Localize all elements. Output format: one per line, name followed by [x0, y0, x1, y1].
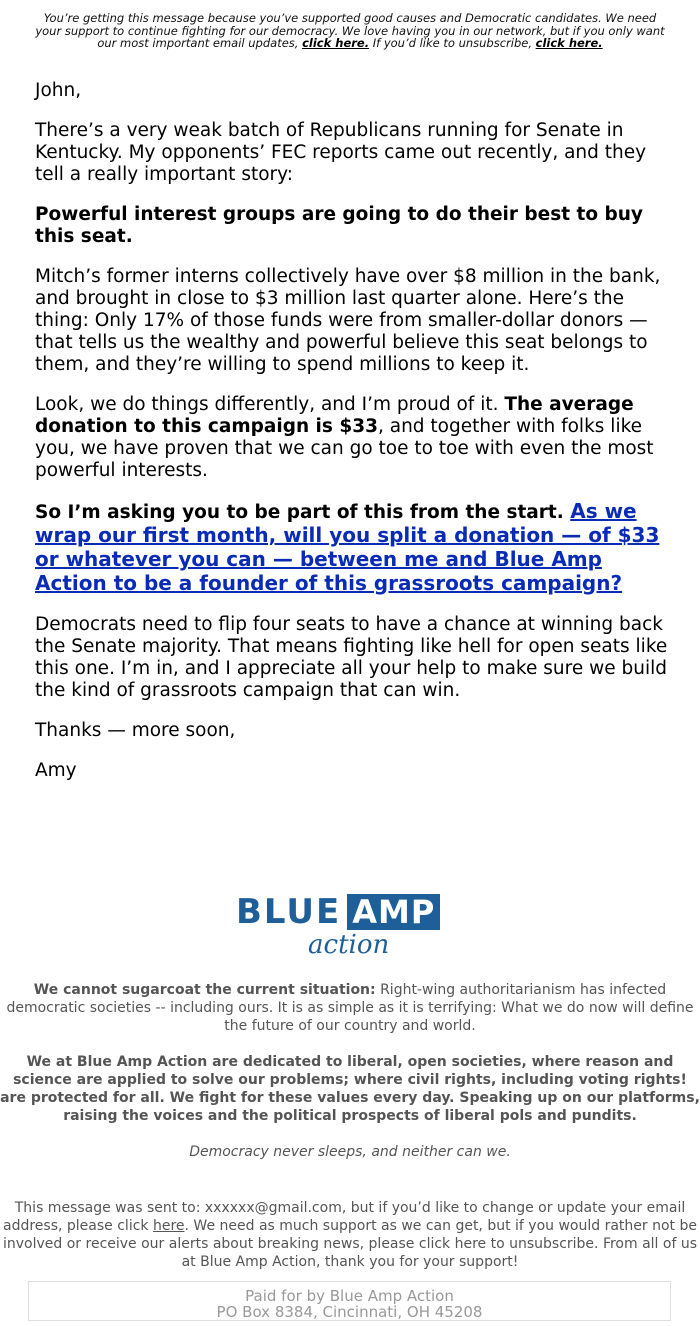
unsubscribe-link[interactable]: click here.	[535, 36, 603, 50]
signoff: Thanks — more soon,	[35, 720, 236, 741]
paid-for-address: PO Box 8384, Cincinnati, OH 45208	[216, 1303, 483, 1321]
top-disclaimer	[30, 12, 670, 50]
top-disclaimer-text: You’re getting this message because you’ve supported good causes and Democratic candidates. We need your support to continue fighting for our democracy. We love having you in our network, but if you only want our most important email updates,	[35, 11, 665, 50]
footer-paragraph-1-rest: Right-wing authoritarianism has infected democratic societies -- including ours. It is as simple as it is terrifying: What we do now will define the future of our country and world.	[6, 982, 694, 1034]
footer-unsubscribe-text: . We need as much support as we can get, but if you would rather not be involved or receive our alerts about breaking news, please click here to unsubscribe. From all of us at Blue Amp Action, thank you for your support!	[3, 1218, 697, 1270]
greeting: John,	[35, 80, 82, 101]
footer-tagline: Democracy never sleeps, and neither can we.	[189, 1144, 511, 1160]
logo-word-amp: AMP	[347, 894, 440, 930]
paragraph-5	[35, 500, 675, 596]
footer-paragraph-1	[0, 981, 700, 1035]
paid-for-line: Paid for by Blue Amp Action	[245, 1287, 454, 1305]
paid-for-box	[28, 1281, 671, 1321]
paragraph-4-bold: The average donation to this campaign is $33	[35, 394, 634, 437]
footer-paragraph-1-bold: We cannot sugarcoat the current situation:	[33, 982, 376, 998]
update-email-link[interactable]: here	[152, 1218, 185, 1234]
paragraph-4	[35, 394, 675, 482]
letter-body	[35, 80, 675, 800]
signature: Amy	[35, 760, 77, 781]
paragraph-4-end: , and together with folks like you, we have proven that we can go toe to toe with even the most powerful interests.	[35, 416, 654, 481]
paragraph-4-start: Look, we do things differently, and I’m proud of it.	[35, 394, 505, 415]
logo-word-action: action	[308, 930, 390, 960]
paragraph-3: Mitch’s former interns collectively have over $8 million in the bank, and brought in close to $3 million last quarter alone. Here’s the thing: Only 17% of those funds were from smaller-dollar donors — that tells us the wealthy and powerful believe this seat belongs to them, and they’re willing to spend millions to keep it.	[35, 266, 661, 375]
footer-paragraph-4	[0, 1199, 700, 1271]
blue-amp-action-logo	[236, 894, 466, 966]
donate-link[interactable]: As we wrap our first month, will you split a donation — of $33 or whatever you can — between me and Blue Amp Action to be a founder of this grassroots campaign?	[35, 499, 660, 595]
paragraph-6: Democrats need to flip four seats to have a chance at winning back the Senate majority. That means fighting like hell for open seats like this one. I’m in, and I appreciate all your help to make sure we build the kind of grassroots campaign that can win.	[35, 614, 668, 701]
top-disclaimer-text-middle: If you’d like to unsubscribe,	[369, 36, 536, 50]
email-preferences-link[interactable]: click here.	[302, 36, 370, 50]
footer-paragraph-2: We at Blue Amp Action are dedicated to liberal, open societies, where reason and science are applied to solve our problems; where civil rights, including voting rights! are protected for all. We fight for these values every day. Speaking up on our platforms, raising the voices and the political prospects of liberal pols and pundits.	[0, 1054, 700, 1124]
footer-sent-to-text: This message was sent to: xxxxxx@gmail.com, but if you’d like to change or update your email address, please click	[3, 1200, 686, 1234]
paragraph-2-bold: Powerful interest groups are going to do their best to buy this seat.	[35, 204, 643, 247]
paragraph-1: There’s a very weak batch of Republicans running for Senate in Kentucky. My opponents’ FEC reports came out recently, and they tell a really important story:	[35, 120, 647, 185]
paragraph-5-bold: So I’m asking you to be part of this from the start.	[35, 502, 571, 523]
logo-word-blue: BLUE	[236, 892, 342, 932]
